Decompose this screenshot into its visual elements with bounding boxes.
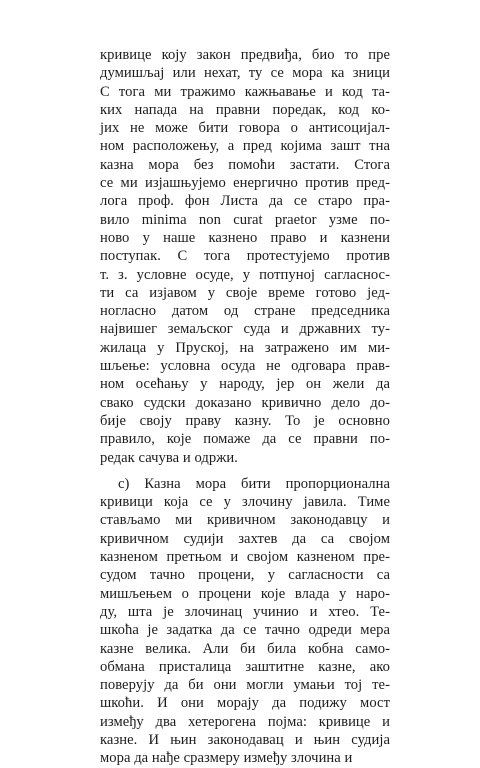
paragraph-gap [100,467,390,475]
text-line: ких напада на правни поредак, код ко- [100,101,390,118]
paragraph [100,475,390,768]
text-line: ду, шта је злочинац учинио и хтео. Те- [100,603,390,620]
text-line: свако судски доказано кривично дело до- [100,394,390,411]
text-line: казна мора без помоћи застати. Стога [100,156,390,173]
text-line: ном осећању у народу, јер он жели да [100,376,390,393]
text-line: вило minima non curat praetor узме по- [100,211,390,228]
text-line: ти са изјавом у своје време готово јед- [100,284,390,301]
text-line: ново у наше казнено право и казнени [100,229,390,246]
text-line: стављамо ми кривичном законодавцу и [100,512,390,529]
text-line: поверују да би они могли умањи тој те- [100,677,390,694]
text-line: жилаца у Пруској, на затражено им ми- [100,339,390,356]
text-line: поступак. С тога протестујемо против [100,248,390,265]
text-line: мора да нађе сразмеру између злочина и [100,750,353,767]
text-line: бије своју праву казну. То је основно [100,412,390,429]
text-line: мишљењем о процени које влада у наро- [100,585,390,602]
text-line: шљење: условна осуда не одговара прав- [100,358,390,375]
text-line: ном расположењу, а пред којима зашт тна [100,138,390,155]
text-line: се ми изјашњујемо енергично против пред- [100,175,390,192]
text-line: лога проф. фон Листа да се старо пра- [100,193,390,210]
text-line: редак сачува и одржи. [100,449,238,466]
text-line: између два хетерогена појма: кривице и [100,713,390,730]
paragraph [100,46,390,467]
text-line: највишег земаљског суда и државних ту- [100,321,390,338]
text-line: казненом претњом и својом казненом пре- [100,549,390,566]
text-line: шкоћа је задатка да се тачно одреди мера [100,622,390,639]
text-line: c) Казна мора бити пропорционална [118,475,390,492]
text-line: шкоћи. И они морају да подижу мост [100,695,390,712]
text-line: кривичном судији захтев да са својом [100,530,390,547]
text-line: ногласно датом од стране председника [100,303,390,320]
text-line: кривице коју закон предвиђа, био то пре [100,47,390,63]
text-line: т. з. условне осуде, у потпуној сагласнос- [100,266,390,283]
text-line: думишљај или нехат, ту се мора ка зници [100,65,390,82]
text-line: казне. И њин законодавац и њин судија [100,731,390,748]
body-text [100,46,390,768]
text-line: јих не може бити говора о антисоцијал- [100,120,390,137]
text-line: обмана присталица заштитне казне, ако [100,658,390,675]
text-line: С тога ми тражимо кажњавање и код та- [100,83,390,100]
text-line: казне велика. Али би била кобна само- [100,640,390,657]
text-line: кривици која се у злочину јавила. Тиме [100,494,390,511]
text-line: судом тачно процени, у сагласности са [100,567,390,584]
text-line: правило, које помаже да се правни по- [100,431,390,448]
